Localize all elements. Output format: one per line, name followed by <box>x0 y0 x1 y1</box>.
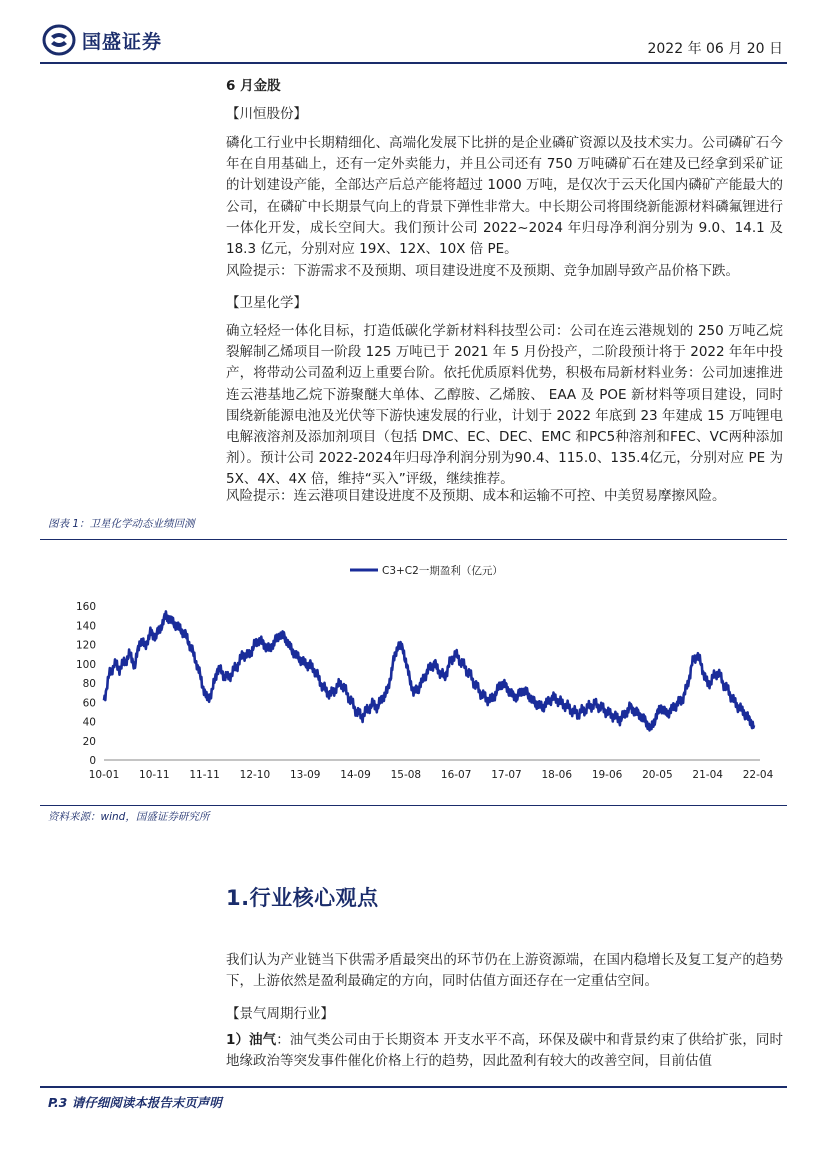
company2-name: 【卫星化学】 <box>226 295 307 311</box>
x-tick-label: 13-09 <box>289 769 321 781</box>
figure-top-rule <box>40 539 787 540</box>
company1-name: 【川恒股份】 <box>226 106 307 122</box>
subsection-heading: 【景气周期行业】 <box>226 1006 334 1022</box>
company1-body: 磷化工行业中长期精细化、高端化发展下比拼的是企业磷矿资源以及技术实力。公司磷矿石今年在自用基础上，还有一定外卖能力，并且公司还有 750 万吨磷矿石在建及已经拿到采矿证的计划建设产能，全部达产后总产能将超过 1000 万吨，是仅次于云天化国内磷矿产能最大的公司，在磷矿中长期景气向上的背景下弹性非常大。中长期公司将围绕新能源材料磷氟锂进行一体化开发，成长空间大。我们预计公司 2022~2024 年归母净利润分别为 9.0、14.1 及 18.3 亿元，分别对应 19X、12X、10X 倍 PE。 <box>226 135 783 258</box>
item1-paragraph <box>226 1030 783 1072</box>
company1-risk: 风险提示：下游需求不及预期、项目建设进度不及预期、竞争加剧导致产品价格下跌。 <box>226 263 739 279</box>
section-title: 6 月金股 <box>226 78 281 94</box>
x-tick-label: 18-06 <box>541 769 573 781</box>
report-date: 2022 年 06 月 20 日 <box>647 41 783 57</box>
y-tick-label: 60 <box>82 697 96 710</box>
x-tick-label: 22-04 <box>742 769 774 781</box>
y-tick-label: 160 <box>75 601 96 613</box>
line-chart <box>60 553 780 785</box>
series-line <box>104 611 754 730</box>
x-tick-label: 10-11 <box>139 769 170 781</box>
company2-risk: 风险提示：连云港项目建设进度不及预期、成本和运输不可控、中美贸易摩擦风险。 <box>226 488 726 504</box>
x-tick-label: 19-06 <box>591 769 623 781</box>
figure-bottom-rule <box>40 805 787 806</box>
figure-caption: 图表 1：卫星化学动态业绩回测 <box>48 518 195 530</box>
x-tick-label: 14-09 <box>340 769 371 781</box>
legend-label: C3+C2一期盈利（亿元） <box>382 565 503 577</box>
item1-label: 1）油气 <box>226 1032 277 1048</box>
y-tick-label: 80 <box>82 678 96 690</box>
y-tick-label: 20 <box>82 735 96 748</box>
x-tick-label: 20-05 <box>642 769 673 781</box>
x-tick-label: 16-07 <box>440 769 472 781</box>
figure-source: 资料来源：wind，国盛证券研究所 <box>48 811 210 823</box>
footer-divider <box>40 1086 787 1088</box>
x-tick-label: 10-01 <box>88 769 120 781</box>
section-intro: 我们认为产业链当下供需矛盾最突出的环节仍在上游资源端，在国内稳增长及复工复产的趋势下，上游依然是盈利最确定的方向，同时估值方面还存在一定重估空间。 <box>226 952 783 990</box>
y-tick-label: 120 <box>75 639 96 652</box>
x-tick-label: 21-04 <box>692 769 723 781</box>
header-divider <box>40 62 787 64</box>
y-tick-label: 40 <box>82 716 96 729</box>
logo-icon <box>42 24 76 56</box>
x-tick-label: 12-10 <box>239 769 271 781</box>
y-tick-label: 0 <box>89 755 96 767</box>
company2-body: 确立轻烃一体化目标，打造低碳化学新材料科技型公司：公司在连云港规划的 250 万吨乙烷裂解制乙烯项目一阶段 125 万吨已于 2021 年 5 月份投产，二阶段预计将于 2022 年年中投产，将带动公司盈利迈上重要台阶。依托优质原料优势，积极布局新材料业务：公司加速推进连云港基地乙烷下游聚醚大单体、乙醇胺、乙烯胺、 EAA 及 POE 新材料等项目建设，同时围绕新能源电池及光伏等下游快速发展的行业，计划于 2022 年底到 23 年建成 15 万吨锂电电解液溶剂及添加剂项目（包括 DMC、EC、DEC、EMC 和PC5种溶剂和FEC、VC两种添加剂）。预计公司 2022-2024年归母净利润分别为90.4、115.0、135.4亿元，分别对应 PE 为 5X、4X、4X 倍，维持“买入”评级，继续推荐。 <box>226 323 783 488</box>
company-logo <box>42 24 162 56</box>
footer-disclaimer: P.3 请仔细阅读本报告末页声明 <box>48 1095 222 1110</box>
x-tick-label: 17-07 <box>491 769 522 781</box>
item1-text: ：油气类公司由于长期资本 开支水平不高，环保及碳中和背景约束了供给扩张，同时地缘政治等突发事件催化价格上行的趋势，因此盈利有较大的改善空间，目前估值 <box>226 1032 783 1070</box>
y-tick-label: 140 <box>75 620 96 633</box>
x-tick-label: 15-08 <box>390 769 422 781</box>
y-tick-label: 100 <box>75 658 96 671</box>
x-tick-label: 11-11 <box>189 769 220 781</box>
section-heading: 1.行业核心观点 <box>226 886 379 910</box>
logo-text: 国盛证券 <box>82 30 163 53</box>
